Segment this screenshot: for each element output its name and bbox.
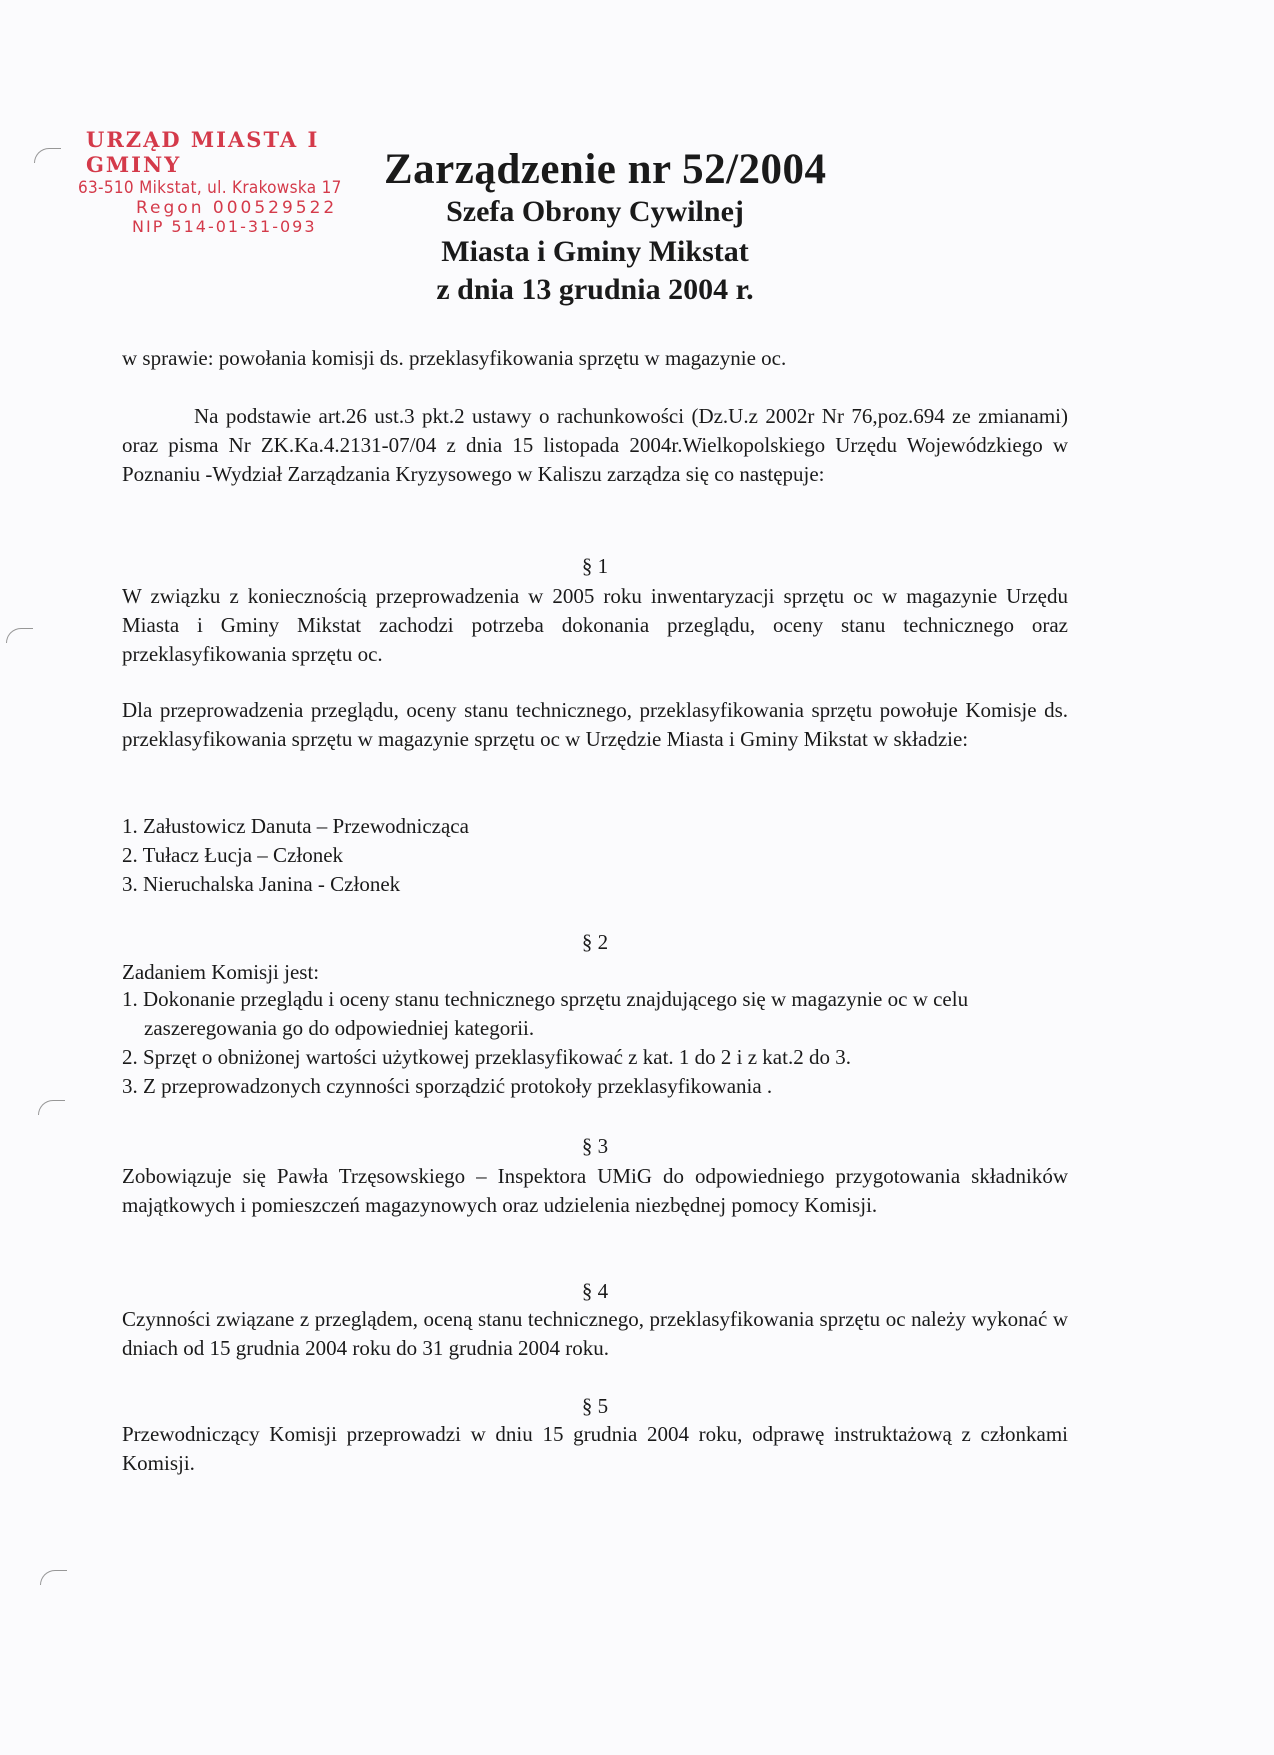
date-line: z dnia 13 grudnia 2004 r. xyxy=(436,273,754,306)
scan-mark xyxy=(6,628,33,643)
stamp-line: URZĄD MIASTA I GMINY xyxy=(86,127,320,177)
section-paragraph: Czynności związane z przeglądem, oceną stanu technicznego, przeklasyfikowania sprzętu oc należy wykonać w dniach od 15 grudnia 2004 roku do 31 grudnia 2004 roku. xyxy=(122,1307,1068,1360)
section-mark: § 2 xyxy=(581,930,609,954)
preamble: Na podstawie art.26 ust.3 pkt.2 ustawy o rachunkowości (Dz.U.z 2002r Nr 76,poz.694 ze zmianami) oraz pisma Nr ZK.Ka.4.2131-07/04 z dnia 15 listopada 2004r.Wielkopolskiego Urzędu Wojewódzkiego w Poznaniu -Wydział Zarządzania Kryzysowego w Kaliszu zarządza się co następuje: xyxy=(122,404,1068,486)
section-paragraph: Dla przeprowadzenia przeglądu, oceny stanu technicznego, przeklasyfikowania sprzętu powołuje Komisje ds. przeklasyfikowania sprzętu w magazynie sprzętu oc w Urzędzie Miasta i Gminy Mikstat w składzie: xyxy=(122,698,1068,751)
list-item: 3. Nieruchalska Janina - Członek xyxy=(122,872,401,896)
list-item: 3. Z przeprowadzonych czynności sporządzić protokoły przeklasyfikowania . xyxy=(122,1074,773,1098)
section-paragraph: Przewodniczący Komisji przeprowadzi w dniu 15 grudnia 2004 roku, odprawę instruktażową z członkami Komisji. xyxy=(122,1422,1068,1475)
section-paragraph: Zobowiązuje się Pawła Trzęsowskiego – Inspektora UMiG do odpowiedniego przygotowania składników majątkowych i pomieszczeń magazynowych oraz udzielenia niezbędnej pomocy Komisji. xyxy=(122,1164,1068,1217)
section-mark: § 4 xyxy=(581,1279,609,1303)
section-mark: § 3 xyxy=(581,1134,609,1158)
scan-mark xyxy=(34,148,61,163)
list-item: 2. Tułacz Łucja – Członek xyxy=(122,843,344,867)
office-stamp xyxy=(78,127,386,237)
scan-mark xyxy=(38,1100,65,1115)
section-intro: Zadaniem Komisji jest: xyxy=(122,960,320,984)
list-item: 1. Dokonanie przeglądu i oceny stanu technicznego sprzętu znajdującego się w magazynie oc w celu zaszeregowania go do odpowiedniej kategorii. xyxy=(122,987,969,1040)
stamp-line: 63-510 Mikstat, ul. Krakowska 17 xyxy=(78,177,342,198)
scan-mark xyxy=(40,1570,67,1585)
section-mark: § 1 xyxy=(581,554,609,578)
stamp-line: Regon 000529522 xyxy=(136,197,338,218)
issuer-line: Szefa Obrony Cywilnej xyxy=(446,195,744,228)
section-mark: § 5 xyxy=(581,1394,609,1418)
list-item: 1. Załustowicz Danuta – Przewodnicząca xyxy=(122,814,469,838)
issuer-line: Miasta i Gminy Mikstat xyxy=(441,235,749,268)
subject-line: w sprawie: powołania komisji ds. przeklasyfikowania sprzętu w magazynie oc. xyxy=(122,346,787,370)
list-item: 2. Sprzęt o obniżonej wartości użytkowej przeklasyfikować z kat. 1 do 2 i z kat.2 do 3. xyxy=(122,1045,851,1069)
section-paragraph: W związku z koniecznością przeprowadzenia w 2005 roku inwentaryzacji sprzętu oc w magazynie Urzędu Miasta i Gminy Mikstat zachodzi potrzeba dokonania przeglądu, oceny stanu technicznego oraz przeklasyfikowania sprzętu oc. xyxy=(122,584,1068,666)
document-title: Zarządzenie nr 52/2004 xyxy=(384,146,827,193)
stamp-line: NIP 514-01-31-093 xyxy=(132,216,317,236)
committee-member-list xyxy=(122,812,1068,899)
task-list xyxy=(122,985,1068,1101)
